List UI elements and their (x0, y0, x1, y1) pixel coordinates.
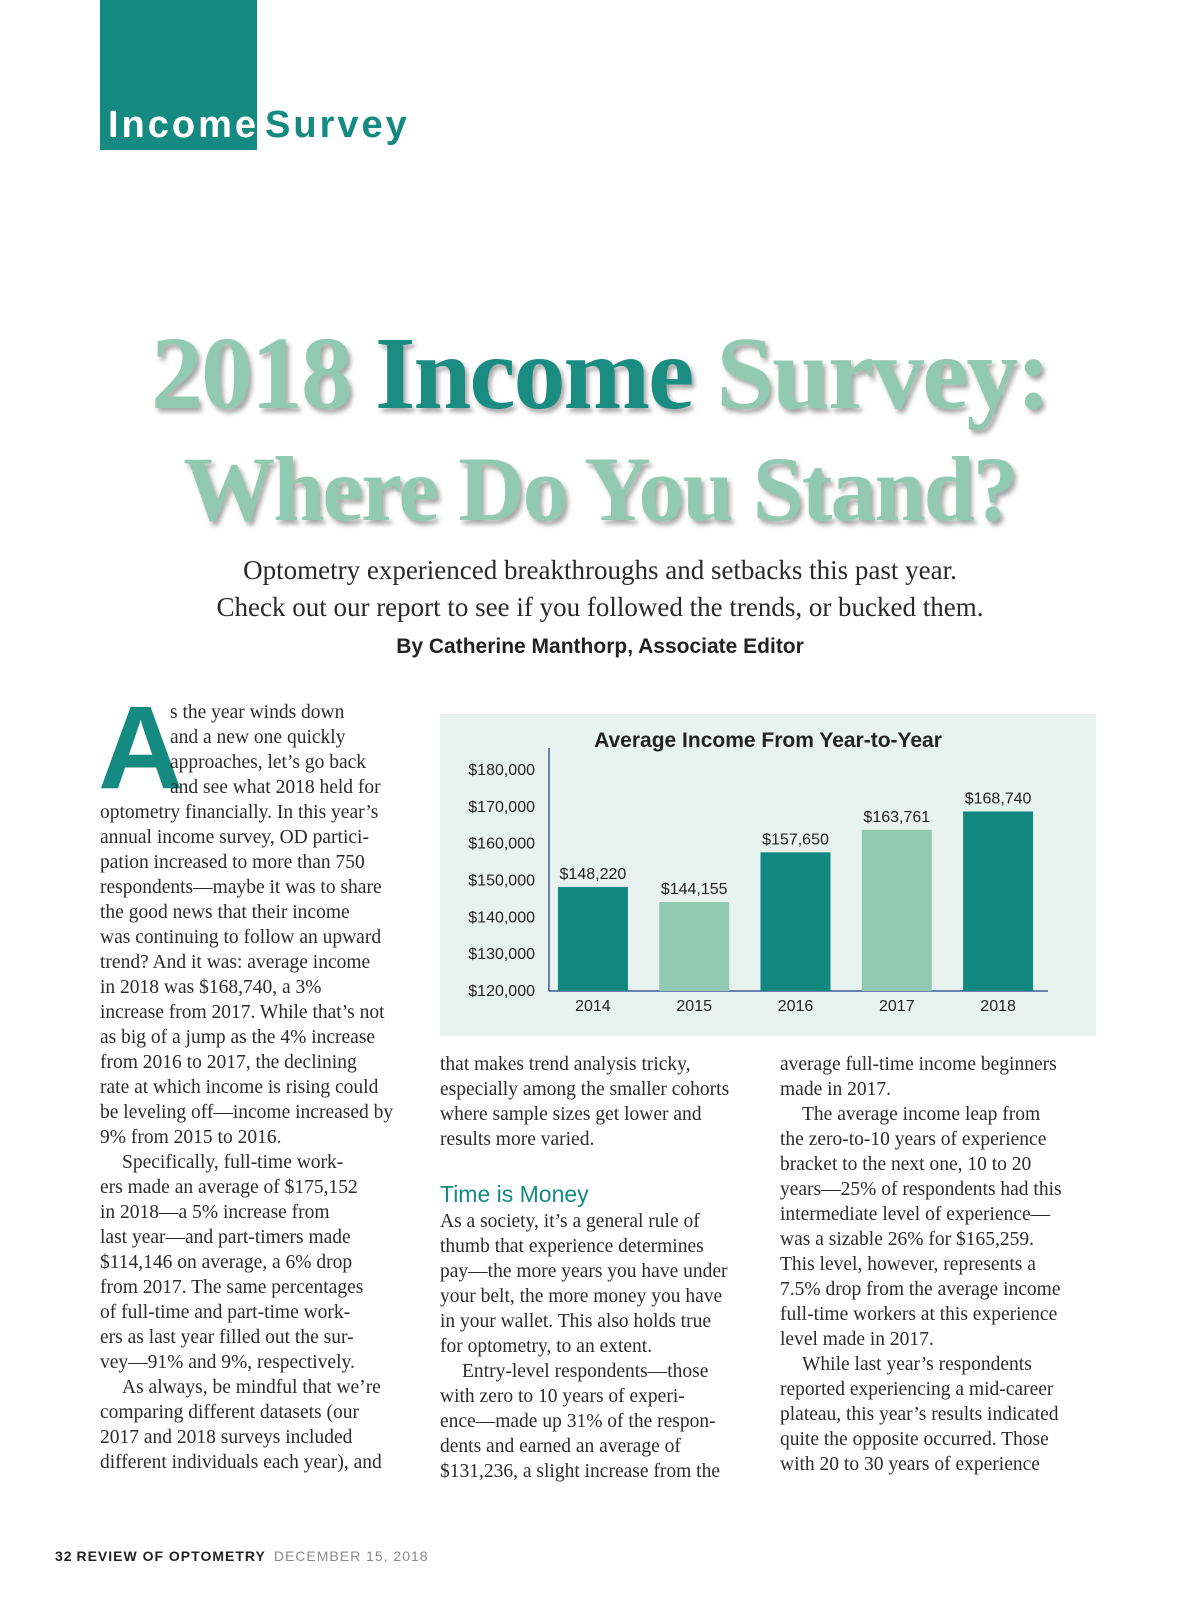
bar-value-label: $163,761 (863, 808, 931, 826)
text-line: quite the opposite occurred. Those (780, 1429, 1049, 1450)
text-line: different individuals each year), and (100, 1452, 382, 1473)
text-line: in your wallet. This also holds true (440, 1311, 711, 1332)
text-line: annual income survey, OD partici- (100, 827, 369, 848)
text-line: from 2017. The same percentages (100, 1277, 364, 1298)
article-column-1 (98, 682, 410, 1475)
dek-line1: Optometry experienced breakthroughs and setbacks this past year. (243, 555, 957, 585)
text-line: results more varied. (440, 1129, 595, 1150)
bar-value-label: $157,650 (762, 831, 829, 849)
text-line: respondents—maybe it was to share (100, 877, 382, 898)
text-line: with zero to 10 years of experi- (440, 1386, 685, 1407)
column-2-body (440, 1209, 750, 1484)
text-line: vey—91% and 9%, respectively. (100, 1352, 355, 1373)
y-tick-label: $170,000 (468, 798, 535, 816)
y-tick-label: $150,000 (468, 872, 535, 890)
text-line: of full-time and part-time work- (100, 1302, 351, 1323)
text-line: the zero-to-10 years of experience (780, 1129, 1047, 1150)
text-line: approaches, let’s go back (170, 752, 367, 773)
article-column-3 (780, 1052, 1100, 1477)
text-line: increase from 2017. While that’s not (100, 1002, 385, 1023)
text-line: especially among the smaller cohorts (440, 1079, 730, 1100)
text-line: trend? And it was: average income (100, 952, 371, 973)
text-line: with 20 to 30 years of experience (780, 1454, 1040, 1475)
headline-income: Income (375, 316, 693, 431)
text-line: comparing different datasets (our (100, 1402, 360, 1423)
text-line: the good news that their income (100, 902, 350, 923)
text-line: in 2018 was $168,740, a 3% (100, 977, 322, 998)
text-line: your belt, the more money you have (440, 1286, 723, 1307)
banner-word-survey: Survey (265, 104, 410, 146)
magazine-name: REVIEW OF OPTOMETRY (76, 1548, 266, 1564)
text-line: in 2018—a 5% increase from (100, 1202, 330, 1223)
x-tick-label: 2015 (676, 998, 712, 1015)
dek-line2: Check out our report to see if you followed the trends, or bucked them. (216, 592, 984, 622)
bar-value-label: $148,220 (559, 866, 627, 884)
text-line: made in 2017. (780, 1079, 892, 1100)
text-line: 7.5% drop from the average income (780, 1279, 1061, 1300)
text-line: dents and earned an average of (440, 1436, 681, 1457)
byline: By Catherine Manthorp, Associate Editor (396, 635, 804, 658)
section-banner (108, 104, 410, 147)
text-line: s the year winds down (170, 702, 345, 723)
x-tick-label: 2014 (575, 998, 611, 1015)
text-line: While last year’s respondents (802, 1354, 1032, 1375)
drop-cap: A (98, 682, 184, 814)
headline-year: 2018 (151, 316, 352, 431)
bar (761, 852, 831, 991)
text-line: from 2016 to 2017, the declining (100, 1052, 357, 1073)
text-line: plateau, this year’s results indicated (780, 1404, 1059, 1425)
text-line: that makes trend analysis tricky, (440, 1054, 691, 1075)
text-line: years—25% of respondents had this (780, 1179, 1062, 1200)
text-line: pation increased to more than 750 (100, 852, 365, 873)
y-tick-label: $140,000 (468, 909, 535, 927)
text-line: last year—and part-timers made (100, 1227, 351, 1248)
text-line: As a society, it’s a general rule of (440, 1211, 700, 1232)
x-tick-label: 2016 (777, 998, 814, 1015)
text-line: as big of a jump as the 4% increase (100, 1027, 376, 1048)
bar (558, 887, 628, 991)
bar-chart (440, 714, 1096, 1036)
text-line: bracket to the next one, 10 to 20 (780, 1154, 1032, 1175)
headline-line1 (0, 314, 1200, 433)
article-column-2 (440, 1052, 750, 1484)
y-tick-label: $160,000 (468, 835, 535, 853)
text-line: full-time workers at this experience (780, 1304, 1058, 1325)
chart-title: Average Income From Year-to-Year (594, 729, 942, 752)
text-line: for optometry, to an extent. (440, 1336, 653, 1357)
page-number: 32 (55, 1548, 73, 1564)
text-line: reported experiencing a mid-career (780, 1379, 1054, 1400)
subhead-time-is-money: Time is Money (440, 1181, 589, 1207)
text-line: $114,146 on average, a 6% drop (100, 1252, 353, 1273)
text-line: was a sizable 26% for $165,259. (780, 1229, 1034, 1250)
y-tick-label: $130,000 (468, 946, 535, 964)
y-tick-label: $180,000 (468, 762, 535, 779)
text-line: ers made an average of $175,152 (100, 1177, 358, 1198)
text-line: level made in 2017. (780, 1329, 934, 1350)
text-line: 9% from 2015 to 2016. (100, 1127, 282, 1148)
bar-value-label: $144,155 (660, 881, 728, 899)
bar-value-label: $168,740 (964, 790, 1032, 808)
text-line: rate at which income is rising could (100, 1077, 379, 1098)
text-line: be leveling off—income increased by (100, 1102, 394, 1123)
text-line: ence—made up 31% of the respon- (440, 1411, 716, 1432)
headline-survey: Survey: (716, 316, 1049, 431)
text-line: thumb that experience determines (440, 1236, 704, 1257)
text-line: $131,236, a slight increase from the (440, 1461, 720, 1482)
text-line: average full-time income beginners (780, 1054, 1057, 1075)
banner-word-income: Income (108, 104, 260, 146)
page-footer (55, 1548, 429, 1564)
text-line: was continuing to follow an upward (100, 927, 382, 948)
text-line: Entry-level respondents—those (462, 1361, 709, 1382)
text-line: where sample sizes get lower and (440, 1104, 702, 1125)
bar (963, 811, 1033, 991)
bar (659, 902, 729, 991)
text-line: Specifically, full-time work- (122, 1152, 344, 1173)
text-line: 2017 and 2018 surveys included (100, 1427, 353, 1448)
text-line: This level, however, represents a (780, 1254, 1036, 1275)
y-tick-label: $120,000 (468, 983, 535, 1000)
text-line: optometry financially. In this year’s (100, 802, 379, 823)
bar (862, 830, 932, 991)
text-line: intermediate level of experience— (780, 1204, 1051, 1225)
x-tick-label: 2018 (980, 998, 1016, 1015)
text-line: As always, be mindful that we’re (122, 1377, 381, 1398)
text-line: The average income leap from (802, 1104, 1041, 1125)
x-tick-label: 2017 (879, 998, 915, 1015)
text-line: pay—the more years you have under (440, 1261, 728, 1282)
headline-line2: Where Do You Stand? (183, 438, 1017, 540)
column-2-intro (440, 1052, 750, 1152)
text-line: ers as last year filled out the sur- (100, 1327, 354, 1348)
text-line: and a new one quickly (170, 727, 346, 748)
text-line: and see what 2018 held for (170, 777, 381, 798)
issue-date: DECEMBER 15, 2018 (273, 1548, 429, 1564)
